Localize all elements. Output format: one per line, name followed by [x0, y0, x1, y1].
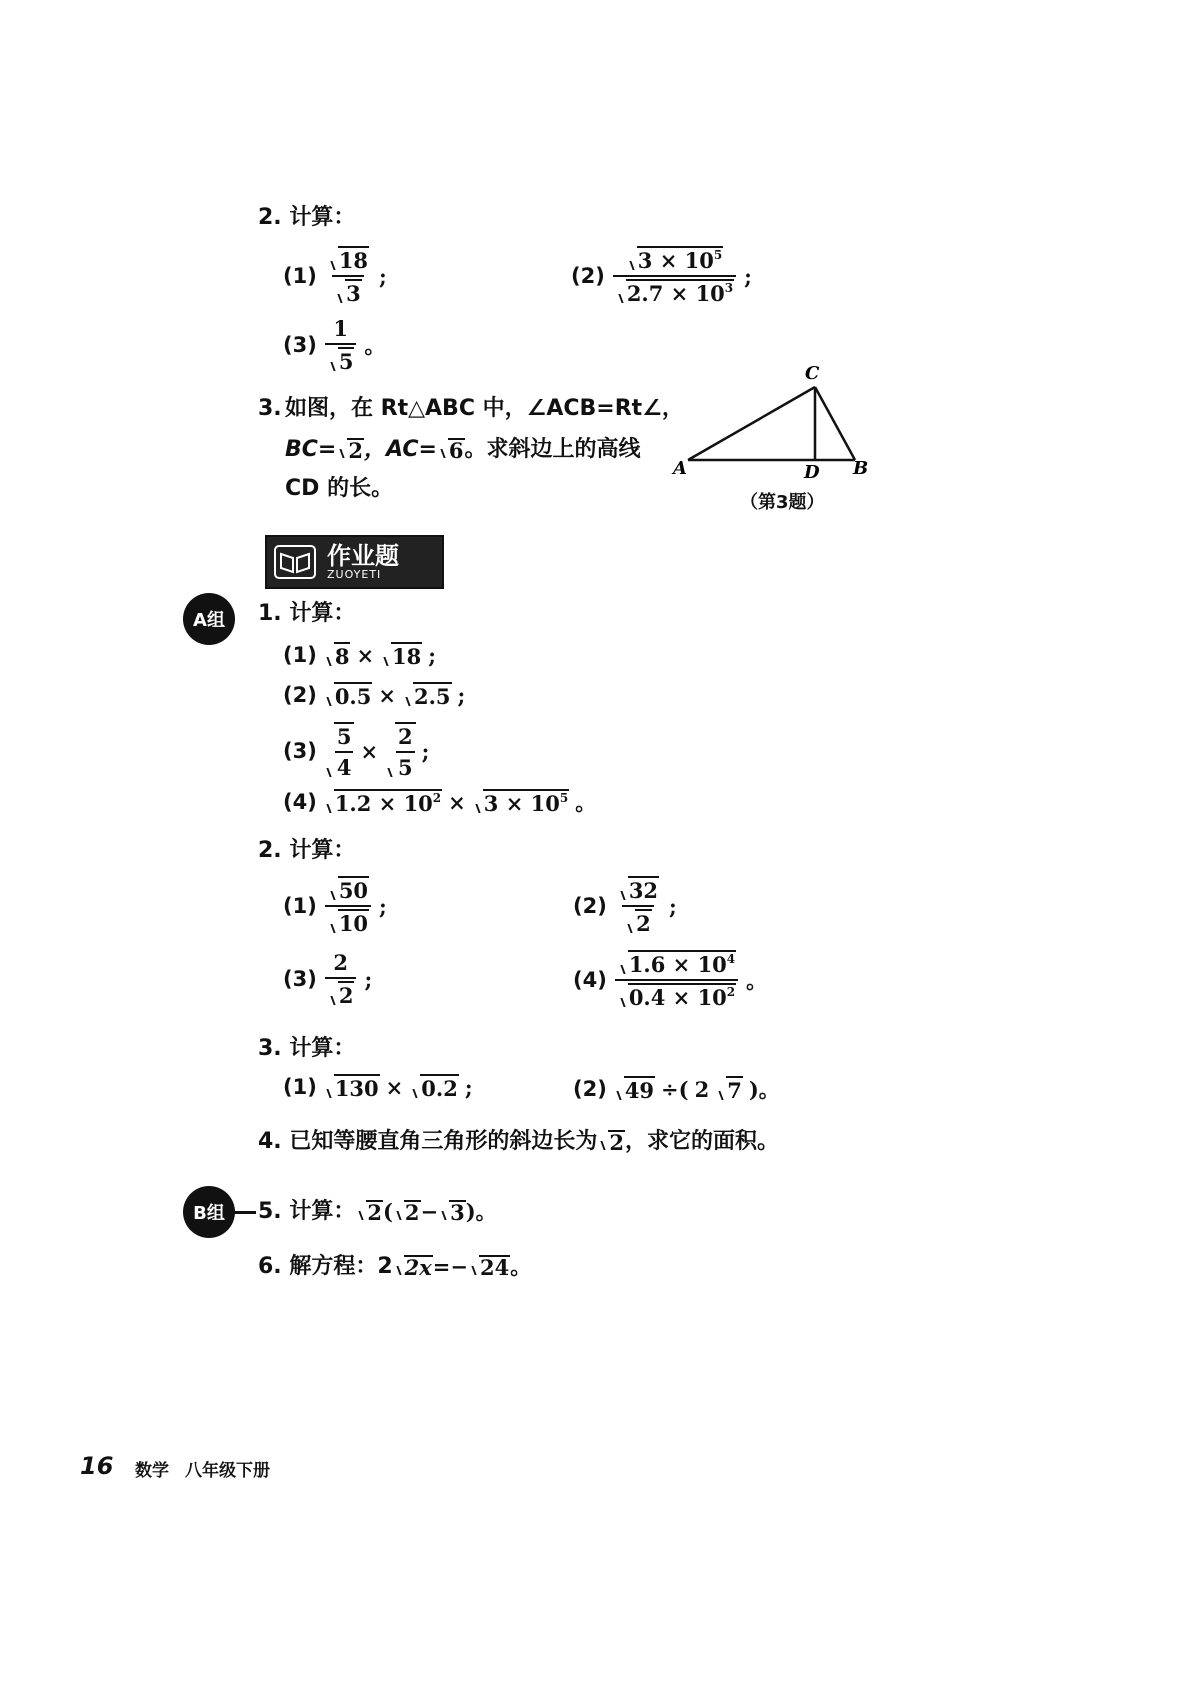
radicand: 2.5 — [413, 684, 451, 709]
groupA-q1-title: 1. 计算： — [258, 601, 356, 626]
fraction — [613, 246, 736, 306]
exponent: 4 — [726, 952, 736, 966]
ex2-title: 2. 计算： — [258, 205, 356, 230]
groupA-q2-item1: (1) $\frac{50}{10}$ ; — [283, 878, 387, 936]
text: ，AC= — [363, 436, 437, 462]
item-label: (2) — [573, 893, 607, 918]
exponent: 2 — [432, 790, 442, 805]
groupA-q3-title: 3. 计算： — [258, 1036, 356, 1061]
side-CB — [815, 387, 855, 460]
ex3-line3: CD 的长。 — [285, 476, 394, 501]
groupA-q2-item4: (4) $\frac{1.6 \times 10^4}{0.4 \times 10^2}$ 。 — [573, 952, 768, 1010]
radicand: 18 — [392, 644, 422, 669]
item-label: (1) — [283, 1075, 317, 1099]
item-label: (4) — [573, 967, 607, 992]
item-label: (3) — [283, 738, 317, 763]
footer-subject: 数学 — [135, 1461, 169, 1481]
group-b-connector — [232, 1211, 256, 1214]
radicand: 2 — [404, 1200, 420, 1225]
radicand: 130 — [334, 1076, 379, 1101]
radicand: 1.2 × 10 — [334, 790, 433, 816]
groupA-q2-title: 2. 计算： — [258, 838, 356, 863]
point-C-label: C — [805, 363, 820, 384]
item-label: (2) — [571, 263, 605, 288]
radicand: 2 — [636, 911, 651, 936]
numerator: 1 — [333, 316, 348, 341]
radicand: 2 — [367, 1200, 382, 1225]
radicand: 1.6 × 10 — [628, 952, 727, 977]
item-label: (1) — [283, 893, 317, 918]
page-number: 16 — [80, 1452, 114, 1480]
coefficient: 2 — [694, 1076, 710, 1102]
radicand: 3 × 10 — [637, 248, 714, 273]
groupA-q1-item1: (1) 8 × 18 ; — [283, 643, 437, 669]
point-D-label: D — [804, 462, 820, 483]
point-A-label: A — [673, 458, 687, 479]
homework-banner — [265, 535, 444, 589]
groupA-q2-item3: (3) $\frac{2}{2}$ ; — [283, 950, 373, 1008]
fraction — [325, 316, 357, 374]
item-label: (4) — [283, 789, 317, 814]
footer-grade: 八年级下册 — [185, 1461, 270, 1481]
groupA-q1-item4: (4) $1.2 \times 10^2$ × $3 \times 10^5$ 。 — [283, 789, 597, 816]
group-b-badge: B组 — [183, 1186, 235, 1238]
ex3-number: 3. — [258, 396, 282, 421]
item-label: (1) — [283, 263, 317, 288]
radicand: 5 — [338, 349, 354, 374]
banner-title: 作业题 — [327, 541, 399, 570]
point-B-label: B — [853, 458, 869, 479]
text: 6. 解方程：2 — [258, 1253, 393, 1279]
radicand: 3 — [450, 1200, 465, 1225]
fraction — [325, 246, 371, 306]
ex2-item2: (2) $\frac{3 \times 10^5}{2.7 \times 10^3}$ ; — [571, 248, 752, 306]
groupA-q3-item2: (2) 49 ÷( 2 7 )。 — [573, 1076, 780, 1103]
text: 。求斜边上的高线 — [464, 436, 641, 462]
groupA-q4 — [258, 1130, 779, 1153]
item-label: (2) — [283, 683, 317, 707]
exponent: 3 — [724, 281, 734, 295]
groupB-q5: 5. 计算： 2 ( 2 − 3 )。 — [258, 1198, 497, 1225]
text: =− — [432, 1254, 468, 1279]
numerator: 5 — [336, 724, 352, 749]
item-label: (2) — [573, 1076, 607, 1101]
exponent: 2 — [726, 985, 736, 999]
text: 。 — [510, 1254, 532, 1279]
radicand: 2 — [348, 438, 363, 463]
groupA-q1-item2: (2) 0.5 × 2.5 ; — [283, 683, 466, 709]
radicand: 18 — [338, 248, 369, 273]
exponent: 5 — [559, 790, 569, 805]
ex2-item3: (3) $\frac{1}{5}$ 。 — [283, 316, 386, 374]
groupA-q1-item3: (3) $\frac{5}{4}$ × $\frac{2}{5}$ ; — [283, 724, 430, 780]
denominator: 4 — [335, 751, 354, 780]
radicand: 49 — [624, 1077, 655, 1103]
radicand: 24 — [479, 1255, 510, 1280]
radicand: 2x — [404, 1255, 432, 1280]
radicand: 0.5 — [334, 684, 372, 709]
side-AC — [688, 387, 815, 460]
ex2-item1: (1) $\frac{18}{3}$ ; — [283, 248, 387, 306]
item-label: (1) — [283, 643, 317, 667]
radicand: 2.7 × 10 — [626, 281, 725, 306]
text: 5. 计算： — [258, 1198, 356, 1224]
ex3-line2 — [285, 438, 641, 461]
groupB-q6 — [258, 1255, 531, 1278]
radicand: 8 — [334, 644, 350, 669]
item-label: (3) — [283, 332, 317, 357]
denominator: 5 — [396, 751, 415, 780]
radicand: 3 × 10 — [483, 790, 560, 816]
banner-subtitle: ZUOYETI — [327, 567, 382, 581]
radicand: 2 — [609, 1130, 624, 1155]
radicand: 0.2 — [421, 1076, 458, 1101]
numerator: 2 — [333, 950, 348, 975]
text: BC= — [285, 436, 337, 462]
radicand: 6 — [448, 438, 464, 463]
groupA-q2-item2: (2) $\frac{32}{2}$ ; — [573, 878, 677, 936]
item-label: (3) — [283, 966, 317, 991]
text: 4. 已知等腰直角三角形的斜边长为 — [258, 1128, 598, 1154]
groupA-q3-item1: (1) 130 × 0.2 ; — [283, 1075, 473, 1101]
text: ，求它的面积。 — [624, 1128, 779, 1154]
group-a-badge: A组 — [183, 593, 235, 645]
exponent: 5 — [713, 248, 723, 262]
numerator: 2 — [398, 724, 413, 749]
book-icon — [273, 542, 319, 582]
radicand: 0.4 × 10 — [628, 985, 727, 1010]
radicand: 32 — [628, 878, 659, 903]
figure-caption: （第3题） — [740, 492, 825, 513]
radicand: 2 — [338, 983, 354, 1008]
ex3-line1: 如图，在 Rt△ABC 中，∠ACB=Rt∠， — [285, 396, 684, 421]
radicand: 3 — [346, 281, 361, 306]
radicand: 7 — [727, 1077, 742, 1103]
radicand: 50 — [338, 878, 369, 903]
radicand: 10 — [338, 911, 369, 936]
